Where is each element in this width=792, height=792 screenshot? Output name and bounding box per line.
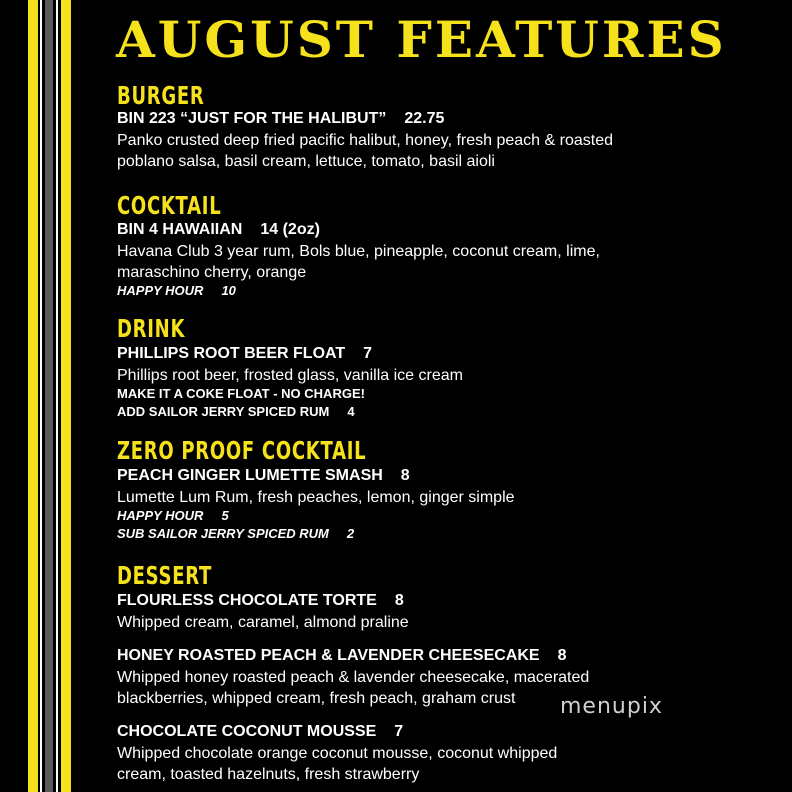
item-description: Whipped cream, caramel, almond praline <box>117 614 409 631</box>
menu-item-dessert <box>117 591 404 611</box>
menu-item-drink <box>117 344 372 364</box>
item-name: FLOURLESS CHOCOLATE TORTE <box>117 592 377 609</box>
item-price: 7 <box>363 345 373 362</box>
decorative-stripe-white <box>56 0 58 792</box>
section-heading-drink: DRINK <box>117 314 186 343</box>
item-price: 8 <box>557 647 567 664</box>
item-price: 8 <box>400 467 410 484</box>
menu-item-burger <box>117 109 444 129</box>
coke-float-note: MAKE IT A COKE FLOAT - NO CHARGE! <box>117 386 365 401</box>
item-price: 14 (2oz) <box>260 221 320 238</box>
section-heading-burger: BURGER <box>117 81 205 110</box>
item-description: Whipped honey roasted peach & lavender cheesecake, macerated <box>117 669 590 686</box>
decorative-stripe-gray <box>45 0 53 792</box>
menu-item-cocktail <box>117 220 320 240</box>
section-heading-cocktail: COCKTAIL <box>117 191 222 220</box>
happy-hour-note: HAPPY HOUR 10 <box>117 283 236 298</box>
decorative-stripe-yellow-left <box>28 0 38 792</box>
item-description: blackberries, whipped cream, fresh peach, graham crust <box>117 690 516 707</box>
sub-rum-note: SUB SAILOR JERRY SPICED RUM 2 <box>117 526 355 541</box>
watermark-logo: menupix <box>552 688 702 726</box>
item-description: Lumette Lum Rum, fresh peaches, lemon, ginger simple <box>117 489 515 506</box>
decorative-stripe-white <box>40 0 42 792</box>
section-heading-dessert: DESSERT <box>117 561 213 590</box>
item-name: PEACH GINGER LUMETTE SMASH <box>117 467 383 484</box>
item-description: cream, toasted hazelnuts, fresh strawberry <box>117 766 420 783</box>
item-price: 8 <box>394 592 404 609</box>
menu-item-dessert <box>117 722 403 742</box>
item-description: Phillips root beer, frosted glass, vanilla ice cream <box>117 367 463 384</box>
decorative-stripe-yellow-right <box>61 0 71 792</box>
item-price: 22.75 <box>404 110 445 127</box>
page-title: AUGUST FEATURES <box>116 10 727 69</box>
happy-hour-note: HAPPY HOUR 5 <box>117 508 229 523</box>
section-heading-zero-proof: ZERO PROOF COCKTAIL <box>117 436 367 465</box>
item-description: maraschino cherry, orange <box>117 264 307 281</box>
item-description: Havana Club 3 year rum, Bols blue, pineapple, coconut cream, lime, <box>117 243 600 260</box>
item-name: CHOCOLATE COCONUT MOUSSE <box>117 723 377 740</box>
item-name: BIN 4 HAWAIIAN <box>117 221 243 238</box>
item-name: HONEY ROASTED PEACH & LAVENDER CHEESECAKE <box>117 647 540 664</box>
menu-item-dessert <box>117 646 566 666</box>
add-rum-note: ADD SAILOR JERRY SPICED RUM 4 <box>117 404 355 419</box>
item-price: 7 <box>394 723 404 740</box>
item-name: PHILLIPS ROOT BEER FLOAT <box>117 345 346 362</box>
menu-item-zero-proof <box>117 466 410 486</box>
item-description: Panko crusted deep fried pacific halibut, honey, fresh peach & roasted <box>117 132 614 149</box>
item-description: Whipped chocolate orange coconut mousse, coconut whipped <box>117 745 558 762</box>
item-description: poblano salsa, basil cream, lettuce, tomato, basil aioli <box>117 153 495 170</box>
item-name: BIN 223 “JUST FOR THE HALIBUT” <box>117 110 387 127</box>
